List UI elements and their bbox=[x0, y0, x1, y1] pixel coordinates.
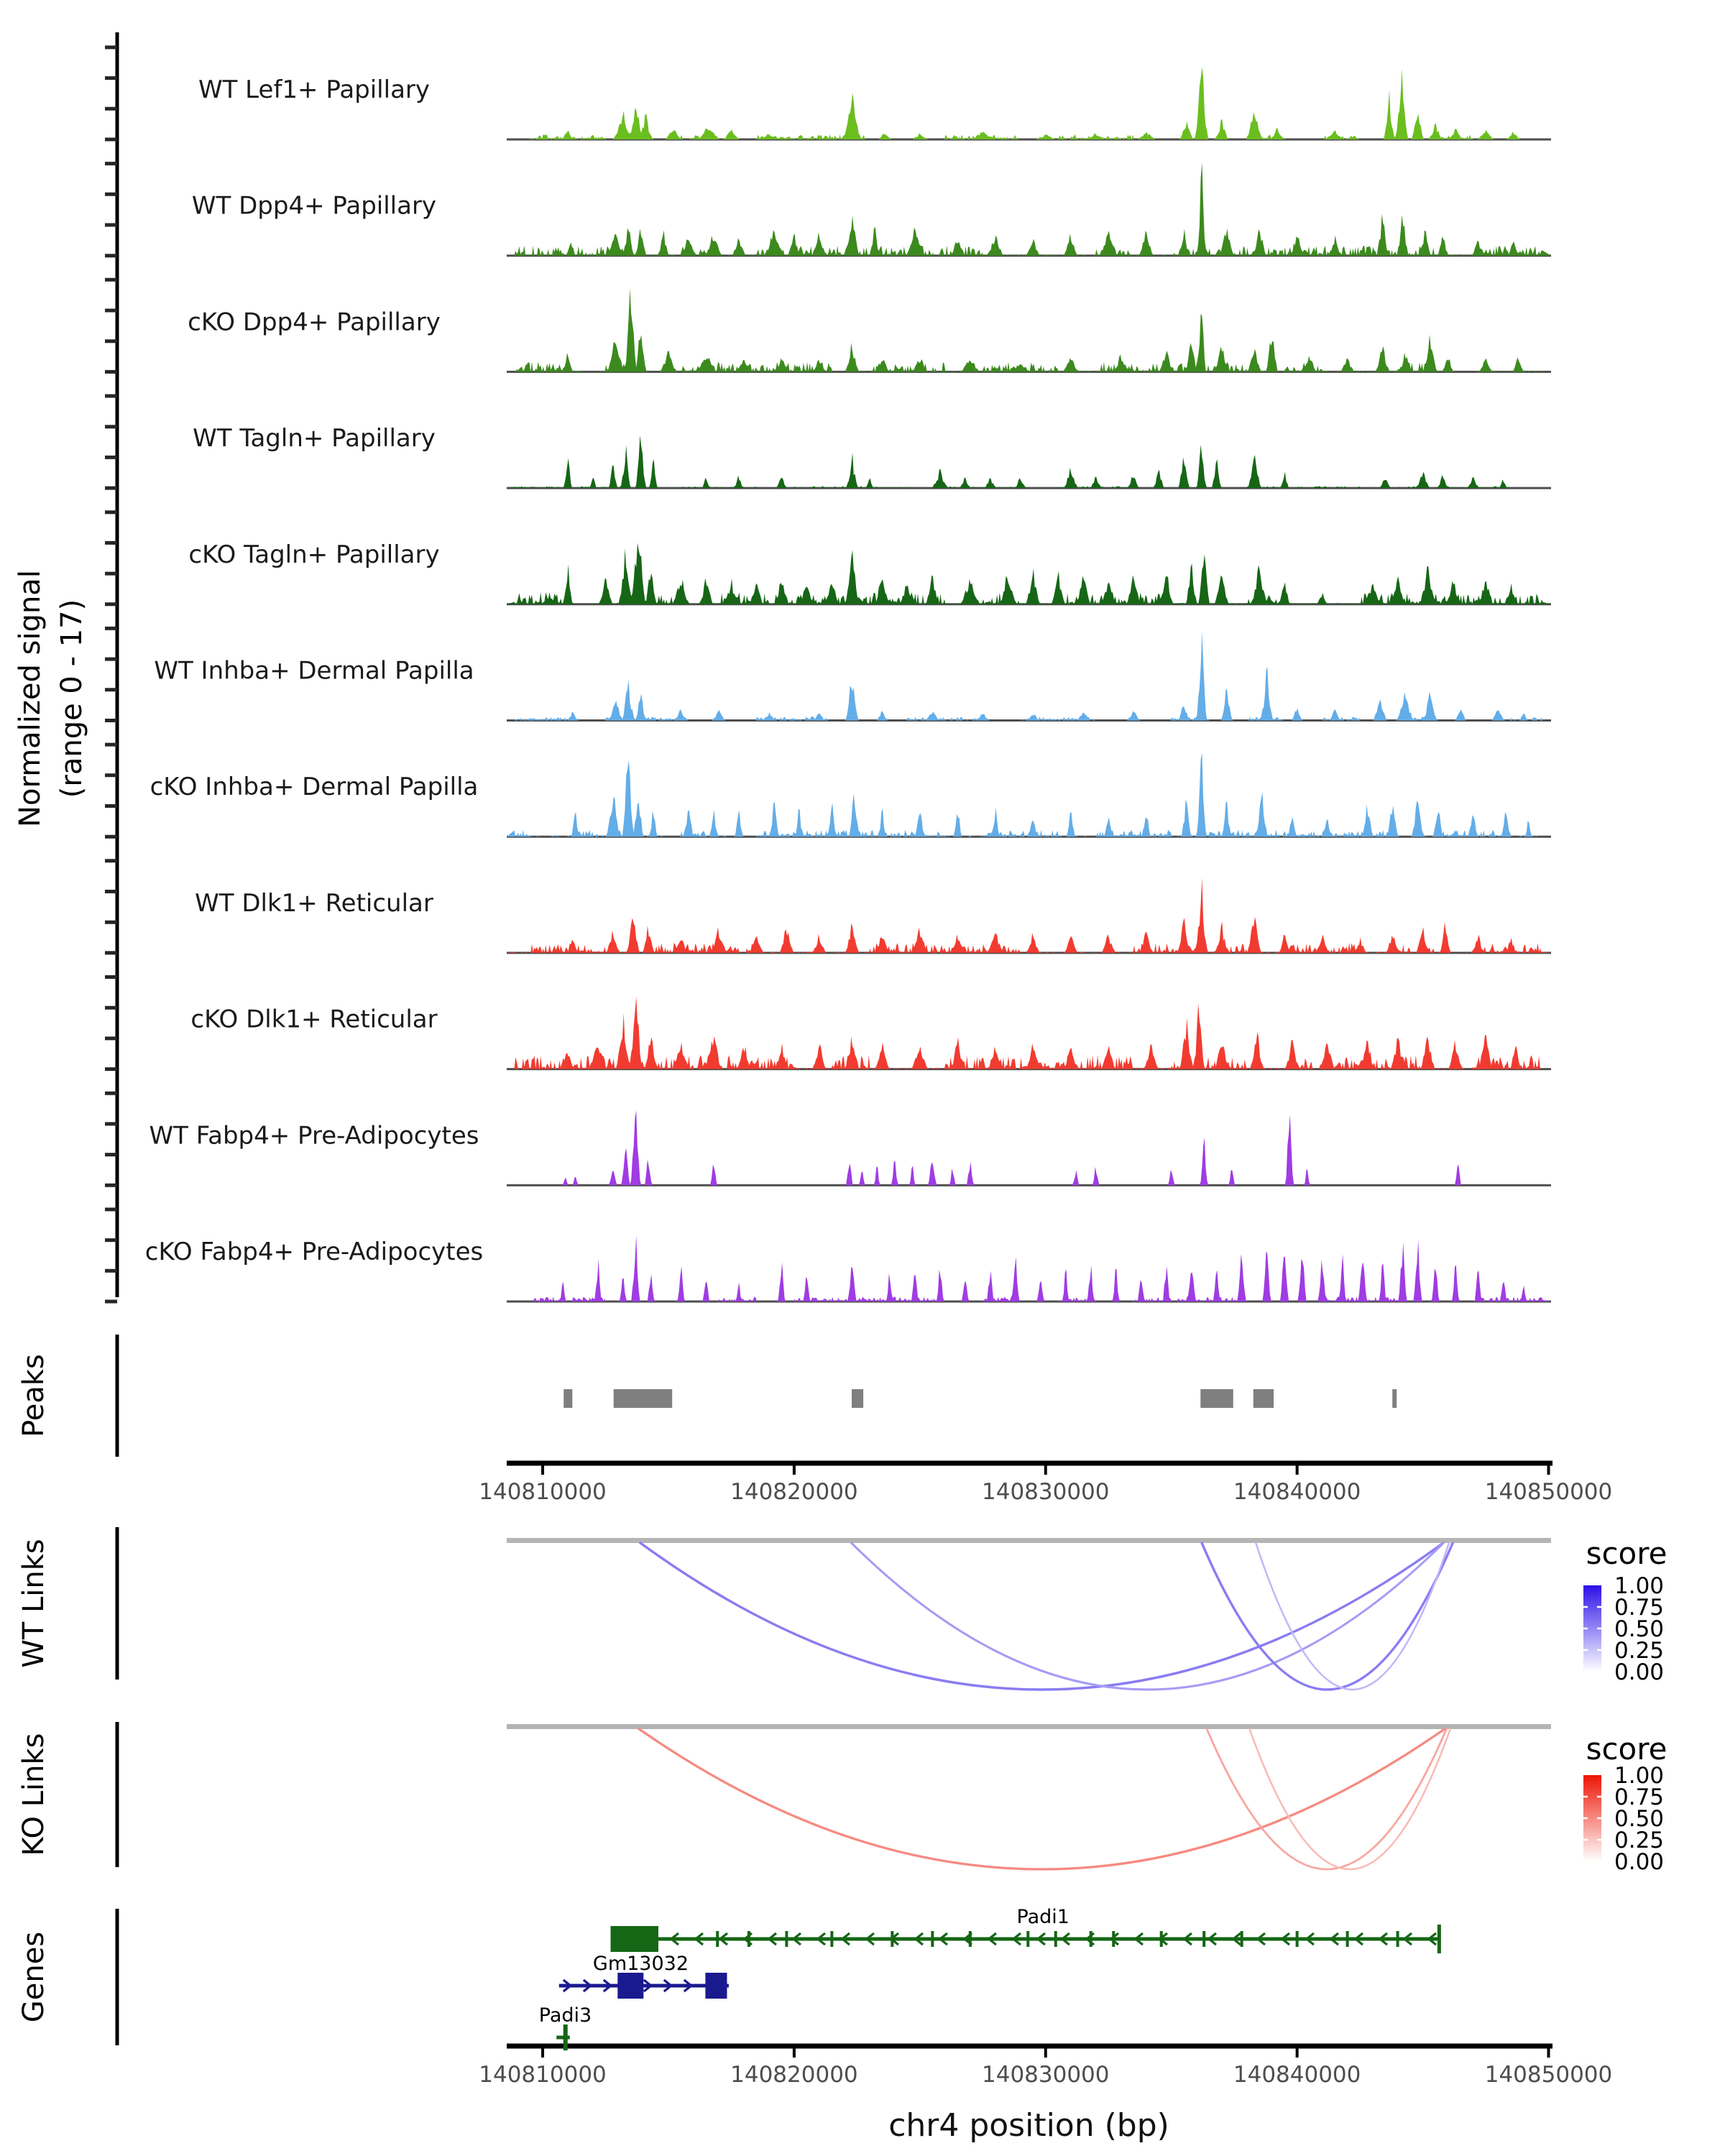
y-axis-label-line2: (range 0 - 17) bbox=[55, 599, 88, 798]
signal-area-10 bbox=[507, 1235, 1551, 1302]
gene-exon-tick-Padi1 bbox=[1296, 1931, 1299, 1947]
signal-area-3 bbox=[507, 436, 1551, 488]
gene-exon-tick-Padi1 bbox=[785, 1931, 788, 1947]
bottom-axis-tick-label: 140850000 bbox=[1484, 2062, 1613, 2088]
signal-area-9 bbox=[507, 1110, 1551, 1185]
signal-area-8 bbox=[507, 997, 1551, 1069]
track-label-5: WT Inhba+ Dermal Papilla bbox=[154, 656, 474, 686]
bottom-axis-tick-label: 140820000 bbox=[730, 2062, 858, 2088]
track-label-0: WT Lef1+ Papillary bbox=[198, 75, 431, 104]
ko-legend-label: 0.25 bbox=[1614, 1828, 1665, 1853]
wt-legend-label: 0.50 bbox=[1614, 1616, 1665, 1642]
gene-endbox-Padi1 bbox=[1438, 1925, 1441, 1953]
track-label-8: cKO Dlk1+ Reticular bbox=[190, 1005, 438, 1034]
peak-interval-0 bbox=[564, 1389, 572, 1408]
gene-exon-tick-Padi1 bbox=[1054, 1931, 1057, 1947]
signal-area-2 bbox=[507, 288, 1551, 372]
peak-interval-3 bbox=[1200, 1389, 1233, 1408]
wt-links-label: WT Links bbox=[17, 1539, 50, 1668]
wt-link-arc-0 bbox=[640, 1542, 1445, 1690]
track-label-4: cKO Tagln+ Papillary bbox=[188, 540, 440, 569]
track-label-3: WT Tagln+ Papillary bbox=[193, 424, 436, 453]
signal-area-0 bbox=[507, 68, 1551, 139]
ko-link-baseline bbox=[507, 1724, 1551, 1729]
gene-exon-Padi1 bbox=[610, 1926, 658, 1952]
signal-area-5 bbox=[507, 631, 1551, 720]
gene-exon-tick-Padi1 bbox=[830, 1931, 833, 1947]
peak-interval-2 bbox=[852, 1389, 863, 1408]
gene-label-Padi1: Padi1 bbox=[1016, 1906, 1070, 1928]
peaks-axis-tick-label: 140810000 bbox=[479, 1479, 607, 1505]
gene-exon-tick-Padi1 bbox=[1026, 1931, 1029, 1947]
ko-legend-label: 0.00 bbox=[1614, 1849, 1665, 1875]
gene-exon-tick-Padi1 bbox=[1241, 1931, 1243, 1947]
ko-legend-label: 1.00 bbox=[1614, 1763, 1665, 1789]
wt-legend-label: 0.00 bbox=[1614, 1659, 1665, 1685]
gene-exon-Gm13032 bbox=[705, 1973, 727, 1999]
x-axis-title: chr4 position (bp) bbox=[888, 2107, 1169, 2144]
gene-exon-Gm13032 bbox=[617, 1973, 643, 1999]
peak-interval-4 bbox=[1254, 1389, 1274, 1408]
bottom-axis-tick-label: 140840000 bbox=[1233, 2062, 1361, 2088]
wt-legend-label: 1.00 bbox=[1614, 1573, 1665, 1599]
gene-exon-tick-Padi1 bbox=[1202, 1931, 1205, 1947]
peak-interval-5 bbox=[1392, 1389, 1397, 1408]
gene-exon-Padi3 bbox=[564, 2024, 568, 2050]
peaks-axis-tick-label: 140830000 bbox=[982, 1479, 1110, 1505]
gene-exon-tick-Padi1 bbox=[1346, 1931, 1349, 1947]
ko-legend-label: 0.75 bbox=[1614, 1784, 1665, 1810]
signal-area-6 bbox=[507, 753, 1551, 837]
wt-legend-label: 0.25 bbox=[1614, 1638, 1665, 1664]
ko-link-arc-0 bbox=[638, 1728, 1445, 1869]
peaks-axis-tick-label: 140850000 bbox=[1484, 1479, 1613, 1505]
track-label-9: WT Fabp4+ Pre-Adipocytes bbox=[149, 1121, 479, 1151]
ko-legend-label: 0.50 bbox=[1614, 1806, 1665, 1832]
track-label-7: WT Dlk1+ Reticular bbox=[195, 888, 433, 918]
wt-link-arc-1 bbox=[851, 1542, 1445, 1690]
signal-area-4 bbox=[507, 543, 1551, 604]
gene-exon-tick-Padi1 bbox=[931, 1931, 934, 1947]
wt-legend-label: 0.75 bbox=[1614, 1595, 1665, 1621]
bottom-axis-tick-label: 140830000 bbox=[982, 2062, 1110, 2088]
track-label-10: cKO Fabp4+ Pre-Adipocytes bbox=[144, 1238, 484, 1266]
peak-interval-1 bbox=[614, 1389, 673, 1408]
track-label-6: cKO Inhba+ Dermal Papilla bbox=[150, 773, 479, 802]
peaks-axis-tick-label: 140820000 bbox=[730, 1479, 858, 1505]
signal-area-7 bbox=[507, 878, 1551, 953]
gene-label-Gm13032: Gm13032 bbox=[592, 1953, 689, 1975]
y-axis-label-line1: Normalized signal bbox=[14, 570, 47, 827]
peaks-label: Peaks bbox=[17, 1354, 50, 1437]
wt-link-baseline bbox=[507, 1538, 1551, 1543]
gene-label-Padi3: Padi3 bbox=[538, 2004, 592, 2027]
ko-links-label: KO Links bbox=[17, 1733, 50, 1856]
wt-legend-title: score bbox=[1586, 1536, 1668, 1571]
track-label-2: cKO Dpp4+ Papillary bbox=[188, 308, 441, 337]
ko-legend-title: score bbox=[1586, 1731, 1668, 1766]
track-label-1: WT Dpp4+ Papillary bbox=[191, 191, 437, 221]
genes-label: Genes bbox=[17, 1931, 50, 2023]
gene-exon-tick-Padi1 bbox=[1397, 1931, 1399, 1947]
bottom-axis-tick-label: 140810000 bbox=[479, 2062, 607, 2088]
peaks-axis-tick-label: 140840000 bbox=[1233, 1479, 1361, 1505]
signal-area-1 bbox=[507, 163, 1551, 256]
